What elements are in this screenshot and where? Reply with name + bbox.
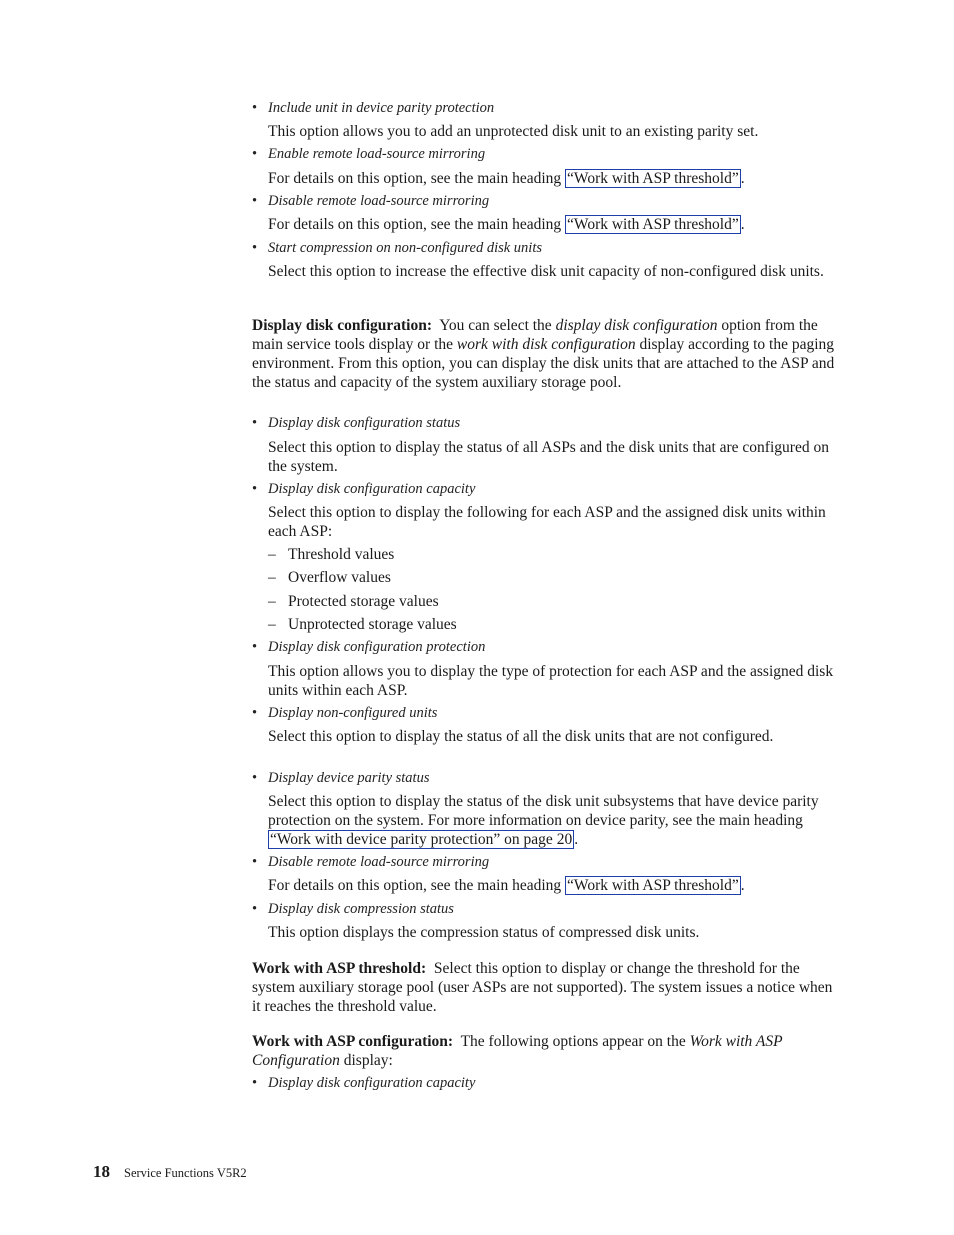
bullet-marker: • [252, 854, 258, 870]
asp-threshold-paragraph [252, 959, 842, 1016]
para-text: Select this option to display or change the threshold for the system auxiliary storage pool (user ASPs are not supported). The system issues a notice when it reaches the threshold value. [252, 960, 837, 1015]
desc-text: . [740, 877, 745, 894]
bullet-marker: • [252, 770, 258, 786]
desc-text: For details on this option, see the main heading [268, 170, 566, 187]
para-text: You can select the [432, 317, 556, 334]
emphasis: Work with ASP Configuration [252, 1033, 783, 1069]
dash-marker: – [268, 569, 276, 586]
bullet-marker: • [252, 481, 258, 497]
option-description [268, 215, 842, 234]
bullet-marker: • [252, 639, 258, 655]
dash-marker: – [268, 616, 276, 633]
option-title: Include unit in device parity protection [268, 100, 495, 116]
emphasis: work with disk configuration [456, 336, 636, 353]
bullet-marker: • [252, 100, 258, 116]
option-description: Select this option to increase the effective disk unit capacity of non-configured disk units. [268, 263, 824, 280]
sub-item-text: Protected storage values [288, 593, 439, 610]
option-title: Start compression on non-configured disk units [268, 240, 543, 256]
section-heading: Work with ASP configuration: [252, 1033, 454, 1050]
bullet-marker: • [252, 1075, 258, 1091]
section-heading: Display disk configuration: [252, 317, 433, 334]
desc-text: . [740, 170, 745, 187]
desc-text: Select this option to display the status of the disk unit subsystems that have device parity protection on the system. For more information on device parity, see the main heading [268, 793, 819, 829]
sub-item-text: Unprotected storage values [288, 616, 457, 633]
option-title: Display disk configuration capacity [268, 1075, 476, 1091]
link-work-with-asp-threshold[interactable]: “Work with ASP threshold” [567, 877, 739, 894]
desc-text: For details on this option, see the main heading [268, 877, 566, 894]
link-work-with-device-parity[interactable]: “Work with device parity protection” on page 20 [270, 831, 573, 848]
option-title: Display non-configured units [268, 705, 438, 721]
option-title: Disable remote load-source mirroring [268, 854, 490, 870]
option-title: Display device parity status [268, 770, 430, 786]
para-text: display: [339, 1052, 393, 1069]
dash-marker: – [268, 546, 276, 563]
option-description: This option allows you to add an unprotected disk unit to an existing parity set. [268, 123, 759, 140]
dash-marker: – [268, 593, 276, 610]
option-title: Display disk configuration protection [268, 639, 486, 655]
option-description: This option allows you to display the type of protection for each ASP and the assigned disk units within each ASP. [268, 663, 834, 699]
option-title: Disable remote load-source mirroring [268, 193, 490, 209]
link-work-with-asp-threshold[interactable]: “Work with ASP threshold” [567, 170, 739, 187]
bullet-marker: • [252, 705, 258, 721]
option-description [268, 792, 842, 849]
page-number: 18 [93, 1162, 110, 1181]
option-description: Select this option to display the following for each ASP and the assigned disk units within each ASP: [268, 504, 826, 540]
desc-text: . [740, 216, 745, 233]
bullet-marker: • [252, 415, 258, 431]
option-description: Select this option to display the status of all ASPs and the disk units that are configured on the system. [268, 439, 829, 475]
sub-item-text: Threshold values [288, 546, 395, 563]
page-footer [93, 1162, 247, 1182]
display-config-paragraph [252, 316, 842, 392]
emphasis: display disk configuration [555, 317, 718, 334]
section-heading: Work with ASP threshold: [252, 960, 427, 977]
option-description [268, 169, 842, 188]
option-description [268, 876, 842, 895]
option-description: Select this option to display the status of all the disk units that are not configured. [268, 728, 774, 745]
option-title: Enable remote load-source mirroring [268, 146, 486, 162]
sub-item-text: Overflow values [288, 569, 391, 586]
bullet-marker: • [252, 901, 258, 917]
desc-text: For details on this option, see the main heading [268, 216, 566, 233]
option-description: This option displays the compression status of compressed disk units. [268, 924, 700, 941]
option-title: Display disk configuration capacity [268, 481, 476, 497]
para-text: option from the main service tools display or the [252, 317, 818, 353]
para-text: display according to the paging environment. From this option, you can display the disk units that are attached to the ASP and the status and capacity of the system auxiliary storage pool. [252, 336, 835, 391]
option-title: Display disk compression status [268, 901, 454, 917]
asp-config-paragraph [252, 1032, 842, 1070]
bullet-marker: • [252, 240, 258, 256]
bullet-marker: • [252, 146, 258, 162]
para-text: The following options appear on the [453, 1033, 690, 1050]
option-title: Display disk configuration status [268, 415, 461, 431]
document-title: Service Functions V5R2 [124, 1166, 247, 1180]
link-work-with-asp-threshold[interactable]: “Work with ASP threshold” [567, 216, 739, 233]
bullet-marker: • [252, 193, 258, 209]
desc-text: . [574, 831, 579, 848]
